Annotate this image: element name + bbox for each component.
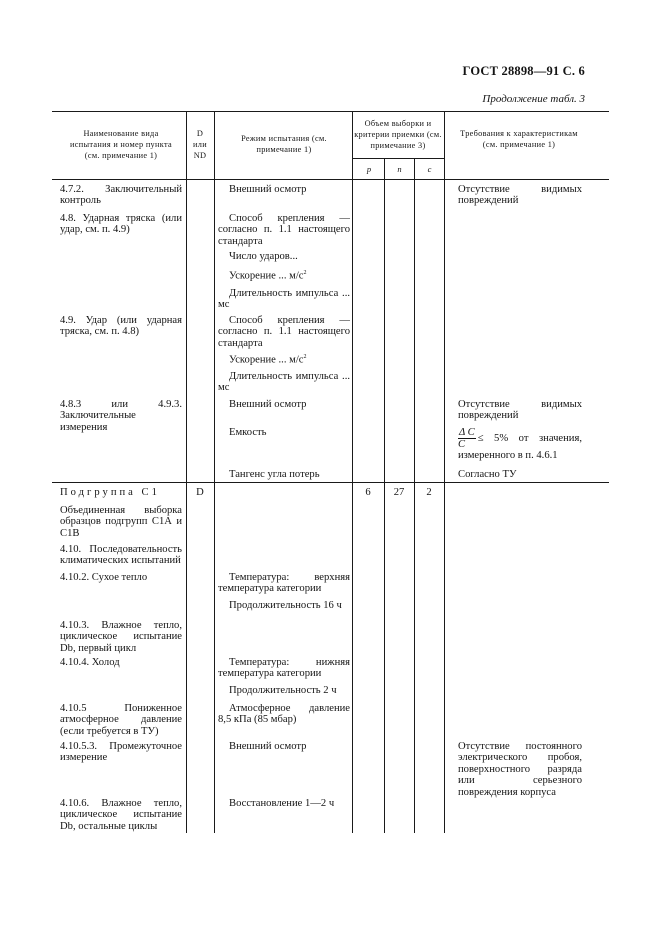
mode-acceleration-2: Ускорение ... $м/с^2$ (229, 354, 307, 366)
sample-n: 27 (393, 487, 405, 498)
subgroup-c1-d: D (196, 487, 204, 498)
req-per-tu: Согласно ТУ (458, 469, 517, 480)
test-name-4-10-6: 4.10.6. Влажное тепло, циклическое испытание Db, остальные циклы (60, 798, 182, 832)
subheader-rule (352, 158, 444, 159)
mode-loss-tangent: Тангенс угла потерь (229, 469, 320, 480)
mode-mounting-method: Способ крепления — согласно п. 1.1 настоящего стандарта (218, 213, 350, 247)
combined-sample: Объединенная выборка образцов подгрупп С1А и С1В (60, 505, 182, 539)
test-name-4-10-3: 4.10.3. Влажное тепло, циклическое испытание Db, первый цикл (60, 620, 182, 654)
mode-acceleration: Ускорение ... $м/с^2$ (229, 270, 307, 282)
mode-duration-16h: Продолжительность 16 ч (229, 600, 342, 611)
delta-c-over-c: $\frac{\text{Δ C}}{C}$ (458, 427, 475, 450)
header-bottom-rule (52, 179, 609, 180)
table-continuation-label: Продолжение табл. 3 (482, 93, 585, 105)
sample-c: 2 (426, 487, 432, 498)
col-header-n: n (397, 164, 402, 174)
col-divider-3 (352, 111, 353, 833)
test-name-4-10-5: 4.10.5 Пониженное атмосферное давление (если требуется в ТУ) (60, 703, 182, 737)
mode-lower-temperature: Температура: нижняя температура категории (218, 657, 350, 680)
col-header-d: D (196, 129, 204, 138)
col-header-nd: ND (193, 151, 207, 160)
table-top-rule (52, 111, 609, 112)
test-name-4-10: 4.10. Последовательность климатических испытаний (60, 544, 182, 567)
req-capacitance-change: $\frac{\text{Δ C}}{C}$ ≤ 5% от значения, измеренного в п. 4.6.1 (458, 427, 582, 461)
page-header: ГОСТ 28898—91 С. 6 (462, 64, 585, 78)
mode-visual-inspection-2: Внешний осмотр (229, 399, 307, 410)
mode-recovery: Восстановление 1—2 ч (229, 798, 335, 809)
col-header-sample: Объем выборки и критерии приемки (см. примечание 3) (354, 119, 442, 150)
col-header-c: c (427, 164, 432, 174)
test-name-4-10-5-3: 4.10.5.3. Промежуточное измерение (60, 741, 182, 764)
col-divider-2 (214, 111, 215, 833)
mode-visual-inspection: Внешний осмотр (229, 184, 307, 195)
sample-p: 6 (365, 487, 371, 498)
test-name-4-8: 4.8. Ударная тряска (или удар, см. п. 4.9) (60, 213, 182, 236)
req-no-visible-damage: Отсутствие видимых повреждений (458, 184, 582, 207)
mode-upper-temperature: Температура: верхняя температура категории (218, 572, 350, 595)
col-header-requirements: Требования к характеристикам (см. примечание 1) (460, 129, 578, 149)
col-divider-4 (444, 111, 445, 833)
mode-atm-pressure: Атмосферное давление 8,5 кПа (85 мбар) (218, 703, 350, 726)
mode-bump-count: Число ударов... (229, 251, 298, 262)
req-no-visible-damage-2: Отсутствие видимых повреждений (458, 399, 582, 422)
test-name-4-7-2: 4.7.2. Заключительный контроль (60, 184, 182, 207)
test-name-4-10-2: 4.10.2. Сухое тепло (60, 572, 148, 583)
mode-capacitance: Емкость (229, 427, 267, 438)
col-header-test-name: Наименование вида испытания и номер пункта (см. примечание 1) (70, 129, 172, 160)
mode-pulse-duration-2: Длительность импульса ... мс (218, 371, 350, 394)
mode-duration-2h: Продолжительность 2 ч (229, 685, 337, 696)
col-header-mode: Режим испытания (см. примечание 1) (241, 134, 327, 154)
col-header-p: p (366, 164, 372, 174)
test-name-4-10-4: 4.10.4. Холод (60, 657, 120, 668)
col-divider-1 (186, 111, 187, 833)
mode-mounting-method-2: Способ крепления — согласно п. 1.1 настоящего стандарта (218, 315, 350, 349)
test-name-4-9: 4.9. Удар (или ударная тряска, см. п. 4.8) (60, 315, 182, 338)
mode-visual-inspection-3: Внешний осмотр (229, 741, 307, 752)
req-no-breakdown: Отсутствие постоянного электрического пробоя, поверхностного разряда или серьезного повреждения корпуса (458, 741, 582, 798)
col-header-or: или (193, 140, 207, 149)
test-name-4-8-3: 4.8.3 или 4.9.3. Заключительные измерения (60, 399, 182, 433)
subgroup-rule (52, 482, 609, 483)
subgroup-c1-title: Подгруппа С1 (60, 487, 160, 498)
mode-pulse-duration: Длительность импульса ... мс (218, 288, 350, 311)
